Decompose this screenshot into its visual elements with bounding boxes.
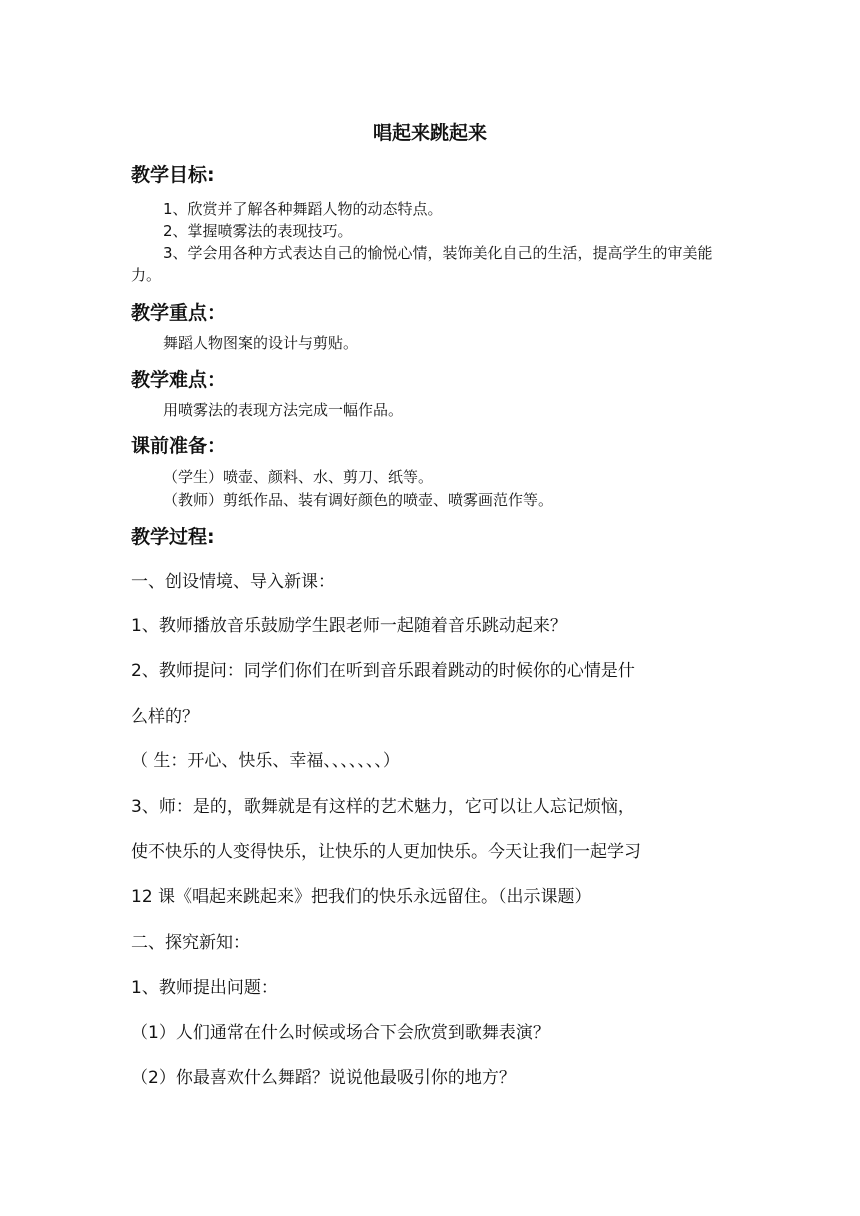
objectives-heading: 教学目标: <box>131 164 215 186</box>
process-line: 使不快乐的人变得快乐，让快乐的人更加快乐。今天让我们一起学习 <box>131 842 641 862</box>
process-line: 1、教师提出问题： <box>131 978 278 998</box>
preparation-item: （教师）剪纸作品、装有调好颜色的喷壶、喷雾画范作等。 <box>163 491 554 509</box>
process-line: （ 生：开心、快乐、幸福、、、、、、、） <box>131 751 400 771</box>
objective-item: 1、欣赏并了解各种舞蹈人物的动态特点。 <box>163 200 443 218</box>
difficulties-text: 用喷雾法的表现方法完成一幅作品。 <box>163 401 404 419</box>
objective-item: 3、学会用各种方式表达自己的愉悦心情，装饰美化自己的生活，提高学生的审美能力。 <box>131 244 713 284</box>
process-line: （1）人们通常在什么时候或场合下会欣赏到歌舞表演？ <box>131 1023 550 1043</box>
process-line: 1、教师播放音乐鼓励学生跟老师一起随着音乐跳动起来？ <box>131 616 567 636</box>
process-line: 一、创设情境、导入新课： <box>131 572 335 592</box>
process-heading: 教学过程: <box>131 526 215 548</box>
key-points-heading: 教学重点： <box>131 302 227 324</box>
key-points-text: 舞蹈人物图案的设计与剪贴。 <box>163 334 359 352</box>
difficulties-heading: 教学难点： <box>131 369 227 391</box>
preparation-heading: 课前准备： <box>131 435 227 457</box>
objective-item: 2、掌握喷雾法的表现技巧。 <box>163 222 353 240</box>
process-line: 12 课《唱起来跳起来》把我们的快乐永远留住。（出示课题） <box>131 887 592 907</box>
process-line: 么样的？ <box>131 707 199 727</box>
document-title: 唱起来跳起来 <box>372 122 487 144</box>
process-line: （2）你最喜欢什么舞蹈？说说他最吸引你的地方？ <box>131 1068 516 1088</box>
preparation-item: （学生）喷壶、颜料、水、剪刀、纸等。 <box>163 468 434 486</box>
process-line: 二、探究新知： <box>131 933 250 953</box>
process-line: 3、师：是的，歌舞就是有这样的艺术魅力，它可以让人忘记烦恼， <box>131 797 635 817</box>
process-line: 2、教师提问：同学们你们在听到音乐跟着跳动的时候你的心情是什 <box>131 661 635 681</box>
